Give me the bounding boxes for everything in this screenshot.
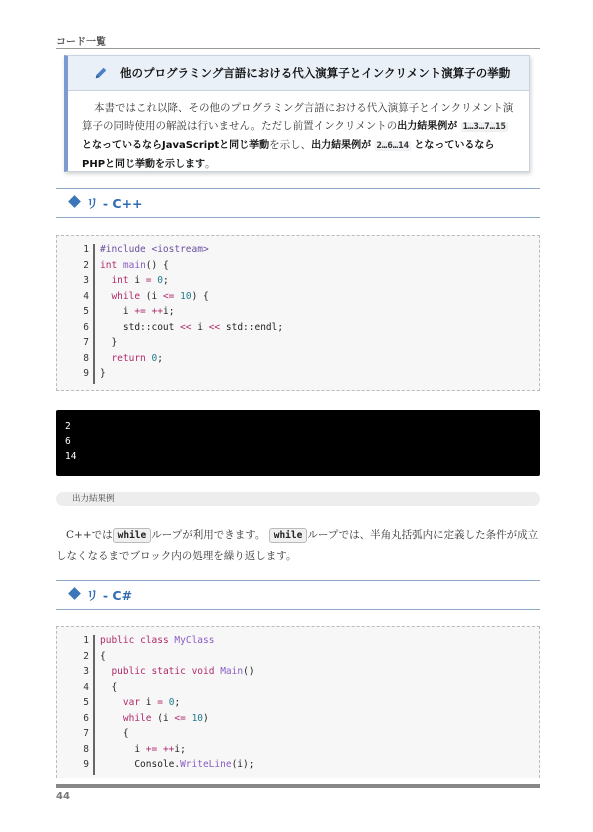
section-title: リ - C++ [86, 196, 143, 211]
note-title: 他のプログラミング言語における代入演算子とインクリメント演算子の挙動 [120, 66, 511, 80]
code-line: 1 #include <iostream> [57, 244, 539, 260]
code-line: 9 } [57, 368, 539, 384]
diamond-icon [68, 195, 81, 208]
code-line: 3 public static void Main() [57, 666, 539, 682]
code-line: 5 var i = 0; [57, 697, 539, 713]
output-line: 14 [65, 451, 77, 462]
note-header [68, 56, 529, 91]
code-line: 6 while (i <= 10) [57, 713, 539, 729]
code-line: 2 int main() { [57, 260, 539, 276]
output-line: 2 [65, 421, 71, 432]
code-line: 3 int i = 0; [57, 275, 539, 291]
diamond-icon [68, 587, 81, 600]
running-header [56, 33, 540, 49]
code-line: 9 Console.WriteLine(i); [57, 759, 539, 775]
code-line: 4 while (i <= 10) { [57, 291, 539, 307]
output-caption: 出力結果例 [56, 492, 540, 506]
body-paragraph: C++では while ループが利用できます。 while ループでは、半角丸括弧内に定義した条件が成立しなくなるまでブロック内の処理を繰り返します。 [56, 529, 539, 562]
section-heading-cpp [56, 188, 540, 218]
inline-code: while [113, 528, 152, 543]
code-block-csharp [56, 626, 540, 778]
terminal-output [56, 410, 540, 476]
code-line: 6 std::cout << i << std::endl; [57, 322, 539, 338]
code-line: 7 { [57, 728, 539, 744]
note-body: 本書ではこれ以降、その他のプログラミング言語における代入演算子とインクリメント演算子の同時使用の解説は行いません。ただし前置インクリメントの出力結果例が 1…3…7…15 となっているならJavaScriptと同じ挙動を示し、出力結果例が 2…6…14 となっているならPHPと同じ挙動を示します。 [82, 102, 514, 170]
code-block-cpp [56, 235, 540, 391]
code-line: 2 { [57, 651, 539, 667]
code-line: 1 public class MyClass [57, 635, 539, 651]
section-title: リ - C# [86, 588, 133, 603]
code-line: 5 i += ++i; [57, 306, 539, 322]
code-line: 7 } [57, 337, 539, 353]
chapter-title: コード一覧 [56, 37, 106, 48]
page-number: 44 [56, 791, 70, 802]
note-box [64, 55, 530, 172]
section-heading-csharp [56, 580, 540, 610]
code-line: 8 return 0; [57, 353, 539, 369]
output-line: 6 [65, 436, 71, 447]
code-line: 8 i += ++i; [57, 744, 539, 760]
footer-rule [56, 784, 540, 788]
code-line: 4 { [57, 682, 539, 698]
inline-code: while [269, 528, 308, 543]
pencil-icon [94, 66, 108, 80]
